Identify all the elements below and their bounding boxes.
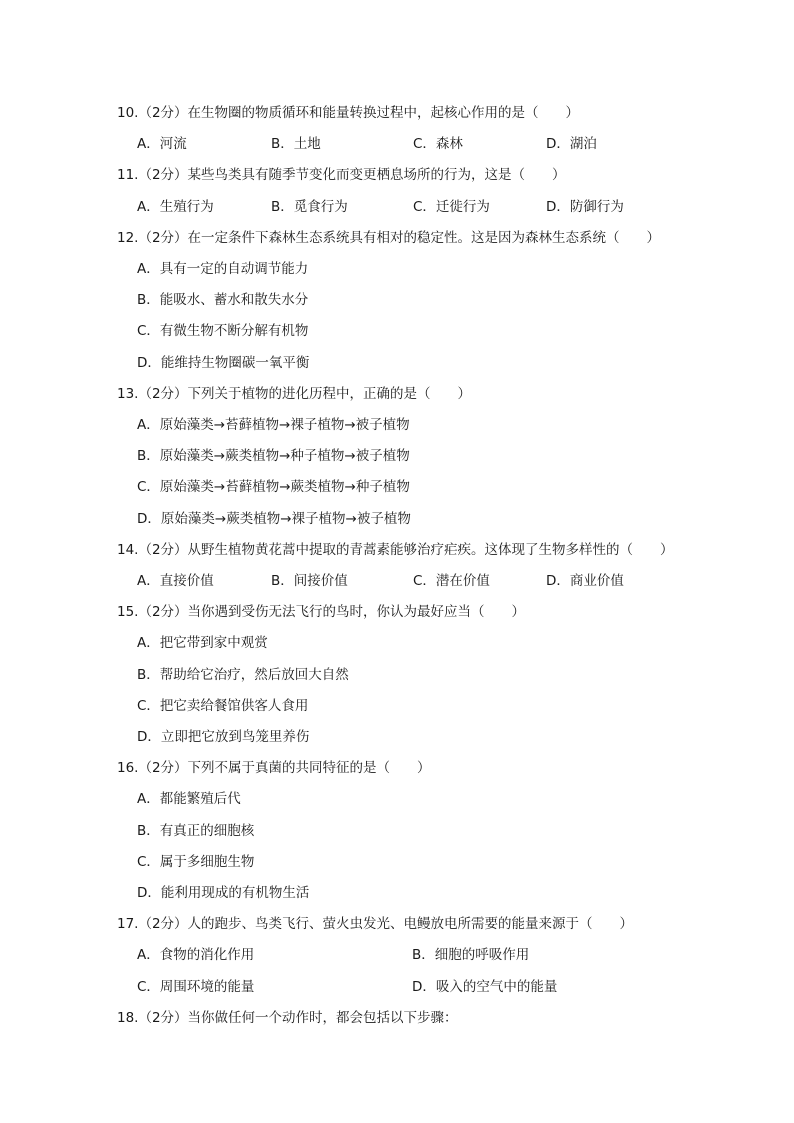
answer-option: C．有微生物不断分解有机物 xyxy=(137,323,309,340)
answer-option: C．属于多细胞生物 xyxy=(137,853,255,870)
answer-option: A．都能繁殖后代 xyxy=(137,791,241,808)
answer-option: A．食物的消化作用 xyxy=(137,947,255,964)
answer-option: C．潜在价值 xyxy=(413,573,490,589)
answer-option: D．能维持生物圈碳一氧平衡 xyxy=(137,354,310,371)
question-stem: 11.（2分）某些鸟类具有随季节变化而变更栖息场所的行为，这是（ ） xyxy=(117,167,566,184)
answer-option: D．防御行为 xyxy=(546,198,624,215)
answer-option: A．生殖行为 xyxy=(137,198,214,215)
question-stem: 13.（2分）下列关于植物的进化历程中，正确的是（ ） xyxy=(117,385,472,402)
question-stem: 12.（2分）在一定条件下森林生态系统具有相对的稳定性。这是因为森林生态系统（ ） xyxy=(117,229,661,246)
question-stem: 10.（2分）在生物圈的物质循环和能量转换过程中，起核心作用的是（ ） xyxy=(117,105,580,121)
answer-option: B．原始藻类→蕨类植物→种子植物→被子植物 xyxy=(137,448,410,465)
question-stem: 14.（2分）从野生植物黄花蒿中提取的青蒿素能够治疗疟疾。这体现了生物多样性的（ ） xyxy=(117,541,674,558)
answer-option: C．迁徙行为 xyxy=(413,198,490,215)
answer-option: D．原始藻类→蕨类植物→裸子植物→被子植物 xyxy=(137,510,411,527)
answer-option: C．森林 xyxy=(413,136,463,153)
answer-option: B．间接价值 xyxy=(271,573,348,589)
answer-option: C．把它卖给餐馆供客人食用 xyxy=(137,697,309,714)
answer-option: A．原始藻类→苔藓植物→裸子植物→被子植物 xyxy=(137,417,410,433)
answer-option: A．把它带到家中观赏 xyxy=(137,635,268,652)
answer-option: A．直接价值 xyxy=(137,573,214,589)
answer-option: B．土地 xyxy=(271,136,321,153)
answer-option: C．周围环境的能量 xyxy=(137,978,255,995)
answer-option: B．觅食行为 xyxy=(271,198,348,215)
answer-option: D．商业价值 xyxy=(546,573,624,589)
answer-option: B．有真正的细胞核 xyxy=(137,822,255,839)
answer-option: B．帮助给它治疗，然后放回大自然 xyxy=(137,666,349,683)
answer-option: D．湖泊 xyxy=(546,136,597,153)
answer-option: B．细胞的呼吸作用 xyxy=(412,947,530,964)
question-stem: 15.（2分）当你遇到受伤无法飞行的鸟时，你认为最好应当（ ） xyxy=(117,604,526,621)
answer-option: B．能吸水、蓄水和散失水分 xyxy=(137,292,309,309)
answer-option: C．原始藻类→苔藓植物→蕨类植物→种子植物 xyxy=(137,479,410,496)
answer-option: A．河流 xyxy=(137,136,187,153)
question-stem: 18.（2分）当你做任何一个动作时，都会包括以下步骤： xyxy=(117,1009,458,1026)
answer-option: D．吸入的空气中的能量 xyxy=(412,978,558,995)
question-stem: 16.（2分）下列不属于真菌的共同特征的是（ ） xyxy=(117,760,431,777)
question-stem: 17.（2分）人的跑步、鸟类飞行、萤火虫发光、电鳗放电所需要的能量来源于（ ） xyxy=(117,916,634,933)
answer-option: A．具有一定的自动调节能力 xyxy=(137,261,309,277)
answer-option: D．能利用现成的有机物生活 xyxy=(137,885,310,901)
answer-option: D．立即把它放到鸟笼里养伤 xyxy=(137,729,310,745)
